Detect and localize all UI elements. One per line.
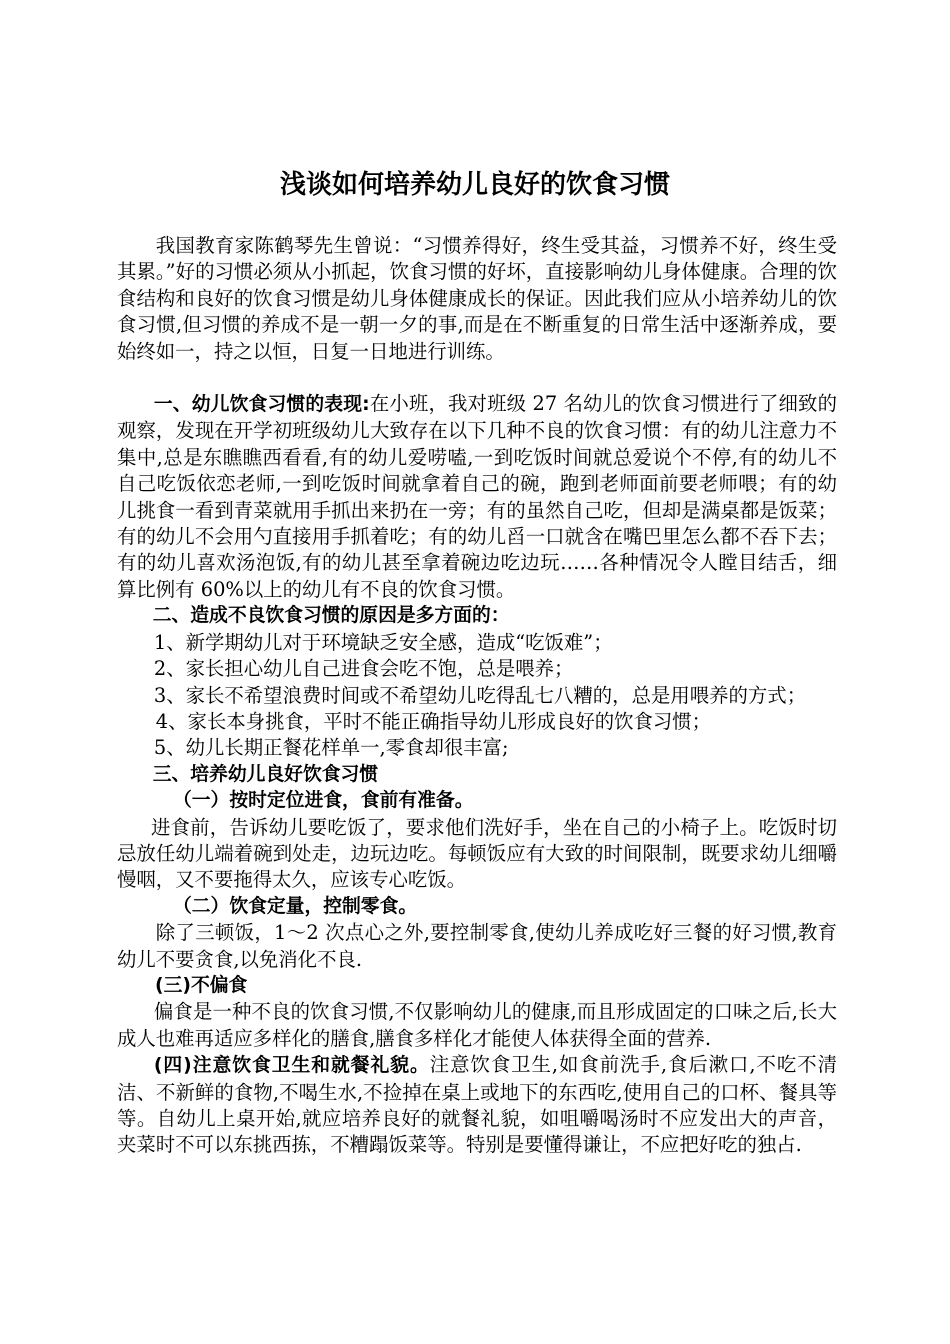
- sub4-paragraph: [117, 1052, 837, 1159]
- paragraph-spacer: [117, 365, 837, 391]
- section2-item-5: 5、幼儿长期正餐花样单一,零食却很丰富;: [153, 736, 509, 760]
- section1-heading: 一、幼儿饮食习惯的表现:: [153, 394, 370, 416]
- section2-item-1: 1、新学期幼儿对于环境缺乏安全感，造成“吃饭难”；: [153, 630, 613, 654]
- document-title: 浅谈如何培养幼儿良好的饮食习惯: [279, 170, 670, 200]
- intro-paragraph: 我国教育家陈鹤琴先生曾说：“习惯养得好，终生受其益，习惯养不好，终生受其累。”好的习惯必须从小抓起，饮食习惯的好坏，直接影响幼儿身体健康。合理的饮食结构和良好的饮食习惯是幼儿身体健康成长的保证。因此我们应从小培养幼儿的饮食习惯,但习惯的养成不是一朝一夕的事,而是在不断重复的日常生活中逐渐养成，要始终如一，持之以恒，日复一日地进行训练。: [117, 234, 837, 363]
- document-body: [117, 233, 837, 1159]
- section2-item-3: 3、家长不希望浪费时间或不希望幼儿吃得乱七八糟的，总是用喂养的方式；: [153, 683, 807, 707]
- section2-heading: 二、造成不良饮食习惯的原因是多方面的：: [152, 605, 510, 627]
- sub4-text: 注意饮食卫生,如食前洗手,食后漱口,不吃不清洁、不新鲜的食物,不喝生水,不捡掉在桌上或地下的东西吃,使用自己的口杯、餐具等等。自幼儿上桌开始,就应培养良好的就餐礼貌，如咀嚼喝汤时不应发出大的声音，夹菜时不可以东挑西拣，不糟蹋饭菜等。特别是要懂得谦让，不应把好吃的独占.: [117, 1053, 837, 1157]
- sub1-text: 进食前，告诉幼儿要吃饭了，要求他们洗好手，坐在自己的小椅子上。吃饭时切忌放任幼儿端着碗到处走，边玩边吃。每顿饭应有大致的时间限制，既要求幼儿细嚼慢咽，又不要拖得太久，应该专心吃饭。: [117, 815, 837, 892]
- sub3-heading: (三)不偏食: [155, 974, 248, 996]
- section2-item-4: 4、家长本身挑食，平时不能正确指导幼儿形成良好的饮食习惯；: [155, 709, 712, 733]
- section3-heading: 三、培养幼儿良好饮食习惯: [152, 763, 379, 785]
- section1-paragraph: [117, 391, 837, 603]
- sub1-heading: （一）按时定位进食，食前有准备。: [173, 790, 474, 812]
- section2-item-2: 2、家长担心幼儿自己进食会吃不饱，总是喂养；: [153, 657, 574, 681]
- section1-text: 在小班，我对班级 27 名幼儿的饮食习惯进行了细致的观察，发现在开学初班级幼儿大致存在以下几种不良的饮食习惯：有的幼儿注意力不集中,总是东瞧瞧西看看,有的幼儿爱唠嗑,一到吃饭时间就总爱说个不停,有的幼儿不自己吃饭依恋老师,一到吃饭时间就拿着自己的碗，跑到老师面前要老师喂；有的幼儿挑食一看到青菜就用手抓出来扔在一旁；有的虽然自己吃，但却是满桌都是饭菜；有的幼儿不会用勺直接用手抓着吃；有的幼儿舀一口就含在嘴巴里怎么都不吞下去；有的幼儿喜欢汤泡饭,有的幼儿甚至拿着碗边吃边玩……各种情况令人瞠目结舌，细算比例有 60%以上的幼儿有不良的饮食习惯。: [117, 392, 837, 601]
- sub2-text: 除了三顿饭，1～2 次点心之外,要控制零食,使幼儿养成吃好三餐的好习惯,教育幼儿不要贪食,以免消化不良.: [117, 921, 837, 971]
- sub4-heading: (四)注意饮食卫生和就餐礼貌。: [153, 1055, 430, 1077]
- sub2-heading: （二）饮食定量，控制零食。: [173, 895, 418, 917]
- sub3-text: 偏食是一种不良的饮食习惯,不仅影响幼儿的健康,而且形成固定的口味之后,长大成人也难再适应多样化的膳食,膳食多样化才能使人体获得全面的营养.: [117, 1000, 837, 1050]
